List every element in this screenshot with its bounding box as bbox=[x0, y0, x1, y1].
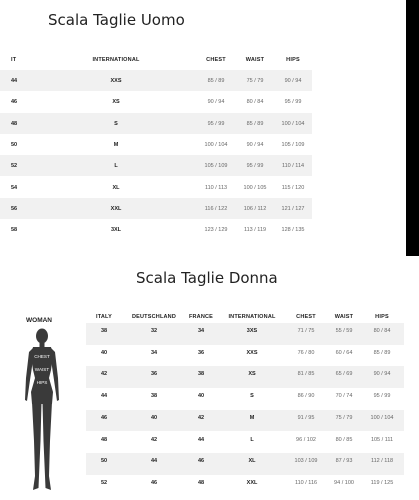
table-cell: 91 / 95 bbox=[297, 414, 315, 421]
table-cell: 87 / 93 bbox=[335, 458, 353, 465]
table-cell: 110 / 116 bbox=[294, 479, 318, 486]
men-header-international: INTERNATIONAL bbox=[92, 57, 140, 63]
table-cell: XXS bbox=[110, 78, 122, 84]
table-cell: 80 / 85 bbox=[335, 436, 353, 443]
table-cell: 85 / 89 bbox=[207, 78, 225, 84]
table-cell: 116 / 122 bbox=[204, 205, 228, 212]
table-cell: XXL bbox=[246, 479, 258, 486]
table-cell: 113 / 119 bbox=[243, 227, 267, 234]
table-row bbox=[86, 475, 404, 497]
table-row bbox=[86, 432, 404, 454]
table-cell: 80 / 84 bbox=[246, 99, 264, 106]
table-cell: 90 / 94 bbox=[207, 99, 225, 106]
table-cell: 44 bbox=[11, 78, 18, 84]
table-cell: 65 / 69 bbox=[335, 371, 353, 378]
table-cell: 96 / 102 bbox=[296, 436, 316, 443]
woman-figure-label: WOMAN bbox=[26, 317, 52, 324]
table-cell: 110 / 113 bbox=[204, 184, 228, 191]
table-cell: 40 bbox=[100, 349, 108, 356]
table-cell: XS bbox=[248, 371, 256, 378]
table-cell: 48 bbox=[197, 479, 205, 486]
table-cell: 55 / 59 bbox=[335, 328, 353, 334]
men-header-hips: HIPS bbox=[286, 57, 300, 63]
women-header-italy: ITALY bbox=[96, 314, 112, 320]
table-cell: 75 / 79 bbox=[246, 78, 264, 84]
men-header-it: IT bbox=[11, 57, 17, 63]
table-cell: 95 / 99 bbox=[207, 120, 225, 127]
table-cell: 112 / 118 bbox=[370, 458, 394, 465]
table-row bbox=[86, 410, 404, 432]
table-cell: 95 / 99 bbox=[373, 393, 391, 400]
table-cell: 34 bbox=[197, 328, 205, 334]
table-cell: 46 bbox=[11, 99, 18, 106]
table-cell: 42 bbox=[100, 371, 108, 378]
table-cell: 46 bbox=[150, 479, 158, 486]
table-cell: 46 bbox=[197, 458, 205, 465]
table-cell: 71 / 75 bbox=[297, 328, 315, 334]
table-cell: 38 bbox=[197, 371, 205, 378]
table-cell: 123 / 129 bbox=[204, 227, 228, 234]
table-cell: L bbox=[250, 436, 254, 443]
table-cell: 38 bbox=[100, 328, 108, 334]
table-cell: 52 bbox=[100, 479, 108, 486]
woman-hips-tag: HIPS bbox=[36, 380, 48, 385]
table-cell: XS bbox=[112, 99, 120, 106]
table-cell: 90 / 94 bbox=[284, 78, 302, 84]
table-row bbox=[86, 366, 404, 388]
table-cell: 48 bbox=[100, 436, 108, 443]
table-cell: 3XS bbox=[246, 328, 258, 334]
table-cell: 100 / 104 bbox=[204, 141, 228, 148]
table-cell: 32 bbox=[150, 328, 158, 334]
table-cell: M bbox=[249, 414, 255, 421]
table-cell: 40 bbox=[197, 393, 205, 400]
table-cell: 81 / 85 bbox=[297, 371, 315, 378]
table-cell: 105 / 109 bbox=[281, 141, 305, 148]
table-cell: 76 / 80 bbox=[297, 349, 315, 356]
table-cell: 44 bbox=[100, 393, 108, 400]
table-cell: 36 bbox=[150, 371, 158, 378]
table-cell: 115 / 120 bbox=[281, 184, 305, 191]
table-cell: 95 / 99 bbox=[246, 163, 264, 170]
table-cell: 60 / 64 bbox=[335, 349, 353, 356]
table-cell: 48 bbox=[11, 120, 18, 127]
men-header-chest: CHEST bbox=[206, 57, 226, 63]
table-cell: 44 bbox=[150, 458, 158, 465]
table-cell: 85 / 89 bbox=[373, 349, 391, 356]
table-cell: 80 / 84 bbox=[373, 328, 391, 334]
table-cell: XXL bbox=[110, 205, 122, 212]
women-header-deutschland: DEUTSCHLAND bbox=[131, 314, 177, 320]
table-cell: 40 bbox=[150, 414, 158, 421]
table-cell: 100 / 104 bbox=[281, 120, 305, 127]
women-header-waist: WAIST bbox=[334, 314, 354, 320]
table-cell: 56 bbox=[11, 205, 18, 212]
table-cell: 100 / 105 bbox=[243, 184, 267, 191]
table-cell: 105 / 109 bbox=[204, 163, 228, 170]
table-cell: XL bbox=[248, 458, 256, 465]
table-cell: 50 bbox=[100, 458, 108, 465]
table-cell: 119 / 125 bbox=[370, 479, 394, 486]
women-header-chest: CHEST bbox=[296, 314, 316, 320]
table-cell: S bbox=[250, 393, 254, 400]
table-cell: 38 bbox=[150, 393, 158, 400]
table-cell: 54 bbox=[11, 184, 18, 191]
table-cell: 34 bbox=[150, 349, 158, 356]
table-cell: 85 / 89 bbox=[246, 120, 264, 127]
table-cell: 100 / 104 bbox=[370, 414, 394, 421]
table-cell: 3XL bbox=[110, 227, 122, 234]
women-header-hips: HIPS bbox=[375, 314, 389, 320]
table-cell: 90 / 94 bbox=[373, 371, 391, 378]
table-cell: 103 / 109 bbox=[294, 458, 318, 465]
table-cell: 46 bbox=[100, 414, 108, 421]
table-cell: 94 / 100 bbox=[334, 479, 354, 486]
table-cell: 105 / 111 bbox=[370, 436, 394, 443]
table-cell: XXS bbox=[246, 349, 258, 356]
table-cell: 95 / 99 bbox=[284, 99, 302, 106]
women-header-international: INTERNATIONAL bbox=[228, 314, 276, 320]
table-cell: XL bbox=[112, 184, 120, 191]
women-header-france: FRANCE bbox=[188, 314, 214, 320]
table-cell: 90 / 94 bbox=[246, 141, 264, 148]
table-cell: 58 bbox=[11, 227, 18, 234]
table-cell: 42 bbox=[150, 436, 158, 443]
woman-chest-tag: CHEST bbox=[34, 354, 50, 359]
table-cell: 70 / 74 bbox=[335, 393, 353, 400]
table-cell: 52 bbox=[11, 163, 18, 170]
table-cell: 128 / 135 bbox=[281, 227, 305, 234]
men-header-waist: WAIST bbox=[245, 57, 265, 63]
table-row bbox=[86, 323, 404, 345]
woman-waist-tag: WAIST bbox=[34, 367, 50, 372]
table-row bbox=[86, 453, 404, 475]
table-row bbox=[86, 388, 404, 410]
table-cell: 110 / 114 bbox=[281, 163, 305, 170]
men-size-chart-title: Scala Taglie Uomo bbox=[48, 11, 185, 29]
table-cell: L bbox=[114, 163, 118, 170]
table-cell: M bbox=[113, 141, 119, 148]
table-cell: 36 bbox=[197, 349, 205, 356]
table-cell: 106 / 112 bbox=[243, 205, 267, 212]
table-cell: 121 / 127 bbox=[281, 205, 305, 212]
table-cell: 42 bbox=[197, 414, 205, 421]
table-row bbox=[86, 345, 404, 367]
table-cell: 75 / 79 bbox=[335, 414, 353, 421]
table-cell: 44 bbox=[197, 436, 205, 443]
table-cell: 50 bbox=[11, 141, 18, 148]
women-size-chart-title: Scala Taglie Donna bbox=[136, 269, 278, 287]
table-cell: 86 / 90 bbox=[297, 393, 315, 400]
table-cell: S bbox=[114, 120, 118, 127]
